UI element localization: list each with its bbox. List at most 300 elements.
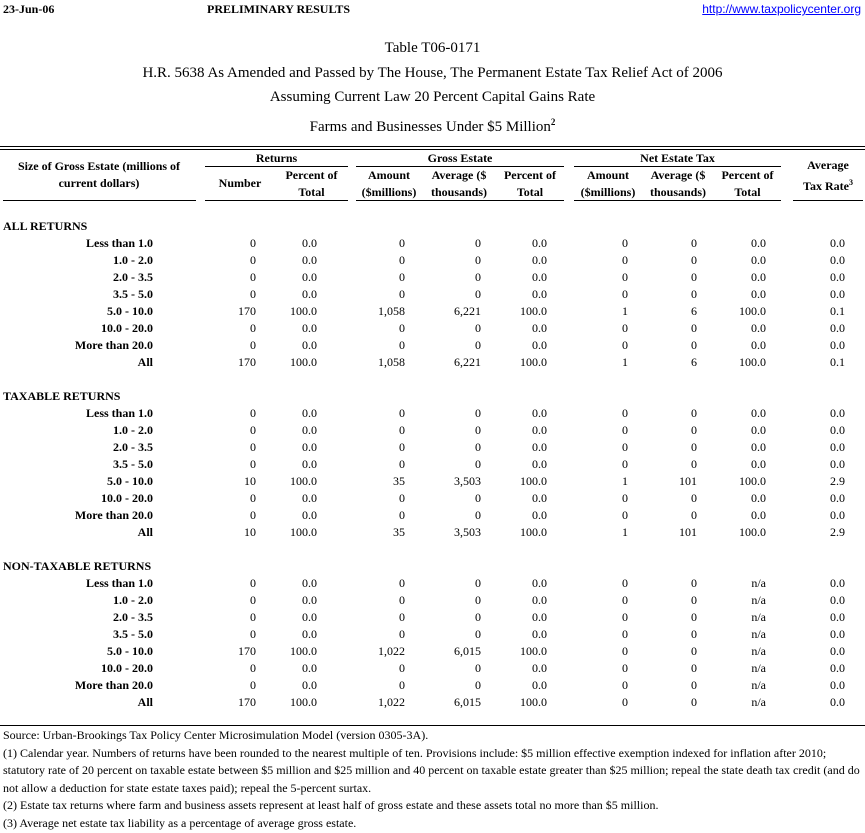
col-net-amount-l1: Amount <box>586 168 629 182</box>
table-row <box>0 422 865 439</box>
table-cell: 0 <box>691 423 697 437</box>
table-cell: 0.0 <box>532 678 547 692</box>
table-cell: 0 <box>250 253 256 267</box>
table-cell: 0 <box>691 695 697 709</box>
table-cell: 0 <box>622 321 628 335</box>
table-cell: 0 <box>250 270 256 284</box>
table-cell: n/a <box>751 678 766 692</box>
section-title: ALL RETURNS <box>3 219 88 233</box>
table-cell: 0.0 <box>751 338 766 352</box>
row-label: Less than 1.0 <box>85 406 153 420</box>
col-net-amount-l2: ($millions) <box>580 185 636 199</box>
table-cell: 1,058 <box>378 355 405 369</box>
header-rule-net-estate-tax <box>574 200 781 201</box>
table-cell: 0 <box>250 678 256 692</box>
table-cell: 0 <box>250 321 256 335</box>
row-label: More than 20.0 <box>74 678 153 692</box>
table-row <box>0 609 865 626</box>
table-cell: 0.1 <box>830 355 845 369</box>
table-titles <box>0 36 865 134</box>
table-cell: 1 <box>622 525 628 539</box>
assumption-title: Assuming Current Law 20 Percent Capital Gains Rate <box>269 89 596 105</box>
table-cell: 0 <box>622 457 628 471</box>
row-label: All <box>137 695 153 709</box>
table-cell: 0.0 <box>830 661 845 675</box>
col-ge-pct <box>496 167 564 201</box>
table-cell: 0 <box>399 321 405 335</box>
table-cell: 0.0 <box>302 593 317 607</box>
table-cell: 0 <box>691 678 697 692</box>
table-cell: 10 <box>244 525 256 539</box>
table-cell: 0 <box>691 236 697 250</box>
table-row <box>0 354 865 371</box>
table-cell: 0 <box>250 491 256 505</box>
table-cell: 0.0 <box>751 406 766 420</box>
table-cell: 1,022 <box>378 695 405 709</box>
col-net-pct-l1: Percent of <box>721 168 774 182</box>
table-cell: 0.0 <box>532 253 547 267</box>
table-cell: n/a <box>751 695 766 709</box>
table-cell: 0.0 <box>751 491 766 505</box>
table-cell: 0 <box>399 253 405 267</box>
table-cell: 100.0 <box>520 304 547 318</box>
table-cell: 0 <box>399 491 405 505</box>
group-returns: Returns <box>255 151 298 165</box>
table-cell: 0.0 <box>532 508 547 522</box>
table-cell: 0 <box>399 423 405 437</box>
row-label: 2.0 - 3.5 <box>113 440 153 454</box>
table-cell: 100.0 <box>520 695 547 709</box>
table-cell: 0 <box>399 406 405 420</box>
table-cell: 0 <box>475 253 481 267</box>
table-cell: 0 <box>250 593 256 607</box>
footer-rule <box>0 725 865 726</box>
table-row <box>0 575 865 592</box>
table-cell: 0.0 <box>532 627 547 641</box>
table-cell: n/a <box>751 593 766 607</box>
table-cell: 0 <box>399 457 405 471</box>
col-net-pct <box>714 167 781 201</box>
section-title: TAXABLE RETURNS <box>3 389 121 403</box>
footnotes <box>3 727 863 833</box>
table-cell: 0 <box>475 270 481 284</box>
table-cell: 0 <box>622 695 628 709</box>
table-cell: 0.0 <box>532 236 547 250</box>
table-cell: 0 <box>622 423 628 437</box>
table-row <box>0 303 865 320</box>
table-cell: 0 <box>399 593 405 607</box>
col-ge-pct-l1: Percent of <box>503 168 557 182</box>
table-cell: 0.0 <box>302 491 317 505</box>
col-ge-average-l1: Average ($ <box>431 168 487 182</box>
section-title: NON-TAXABLE RETURNS <box>3 559 152 573</box>
table-cell: 0.0 <box>532 491 547 505</box>
col-avg-tax-rate-l1: Average <box>807 158 849 172</box>
table-row <box>0 694 865 711</box>
header-rule-stub <box>3 200 196 201</box>
table-cell: 6,015 <box>454 695 481 709</box>
table-cell: 0.0 <box>830 321 845 335</box>
table-cell: 0 <box>250 661 256 675</box>
table-cell: 0 <box>622 508 628 522</box>
row-label: 3.5 - 5.0 <box>113 287 153 301</box>
table-cell: 0.0 <box>830 491 845 505</box>
stub-header: Size of Gross Estate (millions of current dollars) <box>17 159 181 190</box>
table-row <box>0 592 865 609</box>
table-cell: 0 <box>691 270 697 284</box>
group-gross-estate: Gross Estate <box>427 151 493 165</box>
table-cell: 0 <box>691 661 697 675</box>
table-row <box>0 252 865 269</box>
table-cell: 0 <box>622 236 628 250</box>
footnote-1: (1) Calendar year. Numbers of returns have been rounded to the nearest multiple of ten. Provisions include: $5 million effective exemption indexed for inflation after 2010; statutory rate of 20 percent on taxable estate between $5 million and $25 million and 40 percent on taxable estate greater than $25 million; repeal the state death tax credit (and do not allow a deduction for state estate taxes paid); repeal the 5-percent surtax. <box>3 745 860 795</box>
row-label: 10.0 - 20.0 <box>101 321 153 335</box>
table-row <box>0 320 865 337</box>
table-cell: n/a <box>751 644 766 658</box>
table-cell: 0 <box>399 287 405 301</box>
table-cell: 0 <box>691 576 697 590</box>
table-cell: 101 <box>679 474 697 488</box>
table-cell: 0.0 <box>302 610 317 624</box>
table-cell: 0 <box>622 440 628 454</box>
table-cell: 0 <box>475 423 481 437</box>
table-cell: 170 <box>238 644 256 658</box>
table-cell: 0 <box>250 610 256 624</box>
table-row <box>0 643 865 660</box>
table-cell: 0.0 <box>751 440 766 454</box>
table-cell: 0 <box>691 287 697 301</box>
table-cell: 0.0 <box>532 440 547 454</box>
col-ge-amount <box>356 167 422 201</box>
table-cell: 0.0 <box>302 678 317 692</box>
table-cell: 0 <box>475 508 481 522</box>
table-cell: 0 <box>399 661 405 675</box>
row-label: 1.0 - 2.0 <box>113 423 153 437</box>
table-row <box>0 405 865 422</box>
table-cell: 0.0 <box>751 457 766 471</box>
table-cell: 100.0 <box>520 525 547 539</box>
table-cell: 0.0 <box>830 236 845 250</box>
table-cell: 0 <box>475 236 481 250</box>
table-cell: 100.0 <box>739 525 766 539</box>
table-cell: 0.0 <box>532 423 547 437</box>
table-cell: 0.1 <box>830 304 845 318</box>
row-label: 2.0 - 3.5 <box>113 610 153 624</box>
table-cell: n/a <box>751 610 766 624</box>
table-cell: 0 <box>475 457 481 471</box>
table-cell: 0.0 <box>532 270 547 284</box>
table-cell: 0 <box>475 338 481 352</box>
table-cell: 0 <box>399 270 405 284</box>
table-cell: 100.0 <box>290 304 317 318</box>
col-ge-amount-l1: Amount <box>367 168 410 182</box>
table-cell: 0.0 <box>830 695 845 709</box>
table-cell: 0.0 <box>532 576 547 590</box>
top-bar <box>0 2 865 18</box>
header-rule-returns <box>205 200 348 201</box>
table-cell: 0.0 <box>532 406 547 420</box>
table-cell: 0.0 <box>532 321 547 335</box>
table-cell: 0 <box>250 508 256 522</box>
row-label: 1.0 - 2.0 <box>113 593 153 607</box>
table-cell: 0.0 <box>830 576 845 590</box>
table-cell: 100.0 <box>290 525 317 539</box>
table-cell: 0 <box>250 236 256 250</box>
table-cell: 0 <box>691 593 697 607</box>
table-cell: 0 <box>399 338 405 352</box>
col-returns-pct-l2: Total <box>298 185 325 199</box>
table-cell: 100.0 <box>520 355 547 369</box>
table-cell: 0 <box>250 338 256 352</box>
col-returns-pct-l1: Percent of <box>285 168 338 182</box>
table-cell: 100.0 <box>739 355 766 369</box>
table-cell: 0 <box>691 627 697 641</box>
table-cell: 0.0 <box>302 627 317 641</box>
table-cell: 0 <box>691 491 697 505</box>
table-cell: n/a <box>751 576 766 590</box>
header-rule-top <box>0 146 865 147</box>
table-cell: 0.0 <box>830 678 845 692</box>
table-cell: 0.0 <box>302 253 317 267</box>
row-label: 5.0 - 10.0 <box>107 474 153 488</box>
report-date: 23-Jun-06 <box>3 2 55 16</box>
bill-title: H.R. 5638 As Amended and Passed by The House, The Permanent Estate Tax Relief Act of 2006 <box>142 64 723 81</box>
table-cell: 0.0 <box>830 253 845 267</box>
col-net-average-l2: thousands) <box>649 185 707 199</box>
table-cell: 0.0 <box>532 593 547 607</box>
col-ge-amount-l2: ($millions) <box>361 185 417 199</box>
row-label: Less than 1.0 <box>85 236 153 250</box>
table-cell: 0.0 <box>830 593 845 607</box>
table-cell: 0 <box>622 644 628 658</box>
table-cell: 0.0 <box>751 423 766 437</box>
table-cell: n/a <box>751 627 766 641</box>
col-net-pct-l2: Total <box>734 185 761 199</box>
table-cell: 0.0 <box>751 287 766 301</box>
row-label: 3.5 - 5.0 <box>113 457 153 471</box>
table-cell: 0.0 <box>830 644 845 658</box>
table-cell: 10 <box>244 474 256 488</box>
table-cell: 0 <box>475 440 481 454</box>
table-cell: 0 <box>691 508 697 522</box>
table-cell: 0 <box>622 406 628 420</box>
table-cell: 0 <box>691 406 697 420</box>
table-row <box>0 456 865 473</box>
footnote-3: (3) Average net estate tax liability as a percentage of average gross estate. <box>3 815 357 830</box>
table-cell: 170 <box>238 355 256 369</box>
table-cell: 6,221 <box>454 304 481 318</box>
table-cell: 0 <box>691 644 697 658</box>
table-cell: 0.0 <box>302 270 317 284</box>
table-cell: 1,022 <box>378 644 405 658</box>
table-cell: 0.0 <box>830 457 845 471</box>
table-cell: 100.0 <box>290 695 317 709</box>
table-cell: 0 <box>622 678 628 692</box>
table-cell: 0 <box>475 491 481 505</box>
table-row <box>0 660 865 677</box>
table-cell: 0.0 <box>302 423 317 437</box>
table-cell: n/a <box>751 661 766 675</box>
table-cell: 0 <box>622 253 628 267</box>
row-label: 5.0 - 10.0 <box>107 644 153 658</box>
subtitle <box>0 110 865 135</box>
table-row <box>0 439 865 456</box>
col-net-amount <box>574 167 642 201</box>
subtitle-text: Farms and Businesses Under $5 Million <box>309 118 551 135</box>
table-cell: 1,058 <box>378 304 405 318</box>
table-cell: 0 <box>691 338 697 352</box>
table-cell: 0 <box>622 627 628 641</box>
table-cell: 0 <box>691 440 697 454</box>
table-cell: 170 <box>238 695 256 709</box>
table-cell: 100.0 <box>290 474 317 488</box>
table-cell: 0.0 <box>830 610 845 624</box>
table-cell: 0 <box>475 661 481 675</box>
col-ge-pct-l2: Total <box>516 185 544 199</box>
header-rule-rate <box>793 200 863 201</box>
table-cell: 0 <box>622 576 628 590</box>
table-cell: 0 <box>475 593 481 607</box>
table-cell: 0.0 <box>830 406 845 420</box>
table-cell: 170 <box>238 304 256 318</box>
table-cell: 1 <box>622 474 628 488</box>
table-cell: 0.0 <box>830 440 845 454</box>
col-returns-number: Number <box>218 176 262 190</box>
table-row <box>0 677 865 694</box>
col-ge-average <box>422 167 496 201</box>
table-cell: 0 <box>622 661 628 675</box>
table-row <box>0 524 865 541</box>
col-avg-tax-rate <box>793 157 863 195</box>
table-cell: 0 <box>399 508 405 522</box>
row-label: Less than 1.0 <box>85 576 153 590</box>
row-label: All <box>137 355 153 369</box>
table-cell: 0.0 <box>830 270 845 284</box>
table-cell: 0 <box>399 627 405 641</box>
table-row <box>0 337 865 354</box>
table-cell: 0.0 <box>532 287 547 301</box>
table-cell: 0 <box>691 321 697 335</box>
status-label: PRELIMINARY RESULTS <box>207 2 351 16</box>
table-cell: 100.0 <box>290 355 317 369</box>
footnote-2: (2) Estate tax returns where farm and business assets represent at least half of gross estate and these assets total no more than $5 million. <box>3 798 659 813</box>
table-cell: 0 <box>691 457 697 471</box>
row-label: All <box>137 525 153 539</box>
table-cell: 0 <box>250 440 256 454</box>
table-cell: 0 <box>475 406 481 420</box>
table-cell: 0.0 <box>532 610 547 624</box>
table-row <box>0 490 865 507</box>
table-cell: 0 <box>250 423 256 437</box>
table-cell: 0 <box>399 440 405 454</box>
table-cell: 0.0 <box>302 440 317 454</box>
table-cell: 0 <box>475 678 481 692</box>
row-label: More than 20.0 <box>74 338 153 352</box>
table-cell: 0 <box>475 287 481 301</box>
table-cell: 0 <box>622 270 628 284</box>
table-cell: 0 <box>691 253 697 267</box>
table-cell: 2.9 <box>830 525 845 539</box>
table-cell: 1 <box>622 355 628 369</box>
table-cell: 100.0 <box>520 474 547 488</box>
footnote-marker: 2 <box>550 116 556 127</box>
table-cell: 0.0 <box>751 253 766 267</box>
col-ge-average-l2: thousands) <box>430 185 488 199</box>
table-cell: 0 <box>622 610 628 624</box>
group-net-estate-tax: Net Estate Tax <box>640 151 715 165</box>
table-cell: 100.0 <box>520 644 547 658</box>
table-cell: 0.0 <box>751 321 766 335</box>
table-cell: 0.0 <box>302 287 317 301</box>
table-cell: 0.0 <box>302 576 317 590</box>
table-cell: 0 <box>622 338 628 352</box>
table-cell: 0 <box>399 236 405 250</box>
table-id: Table T06-0171 <box>384 40 481 56</box>
table-cell: 100.0 <box>290 644 317 658</box>
table-cell: 0 <box>622 491 628 505</box>
table-cell: 0.0 <box>302 508 317 522</box>
col-returns-pct <box>275 167 348 201</box>
table-cell: 0.0 <box>751 236 766 250</box>
row-label: 1.0 - 2.0 <box>113 253 153 267</box>
table-cell: 6 <box>691 355 697 369</box>
table-cell: 0 <box>691 610 697 624</box>
table-row <box>0 269 865 286</box>
table-cell: 0 <box>475 610 481 624</box>
header-rule-gross-estate <box>356 200 564 201</box>
table-cell: 0 <box>399 678 405 692</box>
table-cell: 0.0 <box>830 627 845 641</box>
table-cell: 6 <box>691 304 697 318</box>
table-cell: 0.0 <box>302 236 317 250</box>
table-cell: 0 <box>399 576 405 590</box>
col-avg-tax-rate-l2: Tax Rate <box>803 179 849 193</box>
table-cell: 0 <box>399 610 405 624</box>
table-cell: 0 <box>475 321 481 335</box>
table-cell: 0.0 <box>830 338 845 352</box>
table-cell: 0 <box>250 576 256 590</box>
table-cell: 1 <box>622 304 628 318</box>
table-cell: 0.0 <box>302 406 317 420</box>
table-cell: 0 <box>622 287 628 301</box>
table-cell: 0 <box>622 593 628 607</box>
table-row <box>0 473 865 490</box>
row-label: 10.0 - 20.0 <box>101 661 153 675</box>
table-cell: 0.0 <box>532 338 547 352</box>
table-cell: 0 <box>250 287 256 301</box>
table-cell: 0.0 <box>751 508 766 522</box>
table-cell: 0 <box>250 406 256 420</box>
col-net-average-l1: Average ($ <box>650 168 706 182</box>
table-row <box>0 235 865 252</box>
table-cell: 0.0 <box>302 661 317 675</box>
row-label: 2.0 - 3.5 <box>113 270 153 284</box>
source-note: Source: Urban-Brookings Tax Policy Center Microsimulation Model (version 0305-3A). <box>3 728 429 742</box>
table-cell: 0.0 <box>302 321 317 335</box>
row-label: More than 20.0 <box>74 508 153 522</box>
table-cell: 0.0 <box>830 423 845 437</box>
table-cell: 6,221 <box>454 355 481 369</box>
table-cell: 0.0 <box>532 457 547 471</box>
table-cell: 0.0 <box>302 457 317 471</box>
table-cell: 0 <box>250 457 256 471</box>
table-cell: 35 <box>393 474 405 488</box>
table-cell: 0.0 <box>532 661 547 675</box>
website-link[interactable]: http://www.taxpolicycenter.org <box>702 2 861 16</box>
table-cell: 100.0 <box>739 304 766 318</box>
table-row <box>0 626 865 643</box>
row-label: 5.0 - 10.0 <box>107 304 153 318</box>
